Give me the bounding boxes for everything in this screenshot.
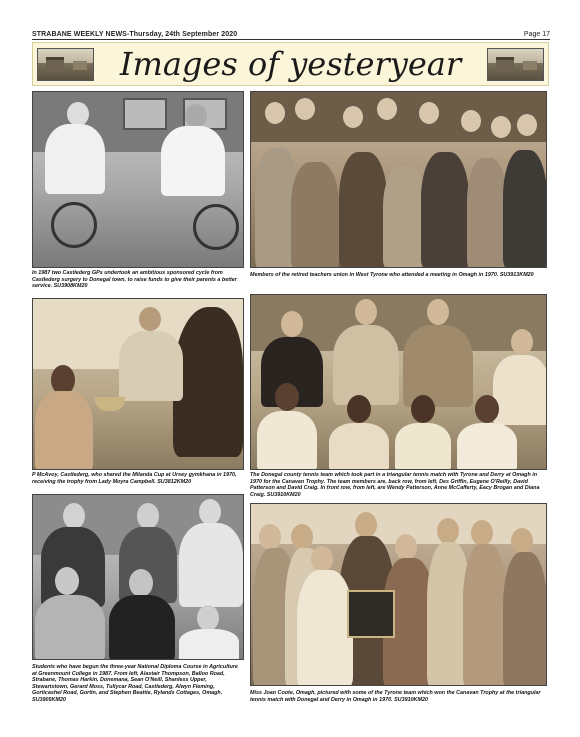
caption-cyclists: In 1987 two Castlederg GPs undertook an ambitious sponsored cycle from Castlederg surgery to Donegal town, to raise funds to give their parents a better service. SU3908KM20 <box>32 270 237 290</box>
photo-canavan-trophy <box>250 503 547 686</box>
publication-line: STRABANE WEEKLY NEWS-Thursday, 24th September 2020 <box>32 31 238 38</box>
caption-donegal-tennis-team: The Donegal county tennis team which took part in a triangular tennis match with Tyrone and Derry at Omagh in 1970 for the Canavan Trophy. The team members are, back row, from left, Des Griffin, Eugene O'Reilly, David Patterson and David Craig. In front row, from left, are Wendy Patterson, Anne McCafferty, Eacy Brogan and Diana Craig. SU3910KM20 <box>250 472 540 498</box>
masthead-photo-right <box>487 48 544 81</box>
section-title: Images of yesteryear <box>119 45 462 83</box>
page-number: Page 17 <box>523 31 550 38</box>
caption-retired-teachers: Members of the retired teachers union in West Tyrone who attended a meeting in Omagh in 1970. SU3913KM20 <box>250 272 534 278</box>
page-folio <box>32 26 550 40</box>
photo-donegal-tennis-team <box>250 294 547 470</box>
caption-gymkhana: P McAvoy, Castlederg, who shared the Milanda Cup at Ursey gymkhana in 1970, receiving the trophy from Lady Moyra Campbell. SU3812KM20 <box>32 472 237 485</box>
photo-retired-teachers <box>250 91 547 268</box>
photo-greenmount-students <box>32 494 244 660</box>
caption-canavan-trophy: Miss Joan Coote, Omagh, pictured with some of the Tyrone team which won the Canavan Trophy at the triangular tennis match with Donegal and Derry in Omagh in 1970. SU3910KM20 <box>250 690 541 703</box>
photo-gymkhana <box>32 298 244 470</box>
section-masthead <box>32 42 549 86</box>
photo-cyclists <box>32 91 244 268</box>
caption-greenmount-students: Students who have begun the three-year National Diploma Course in Agriculture at Greenmount College in 1987. From left, Alastair Thompson, Balloo Road, Strabane, Thomas Harkin, Donemana, Sean O'Neill, Shanless Upper, Stewartstown, Gerard Moss, Tullycar Road, Castlederg, Alwyn Fleming, Gorticashel Road, Gortin, and Stephen Beattie, Rylands Cottages, Omagh. SU3905KM20 <box>32 664 238 703</box>
